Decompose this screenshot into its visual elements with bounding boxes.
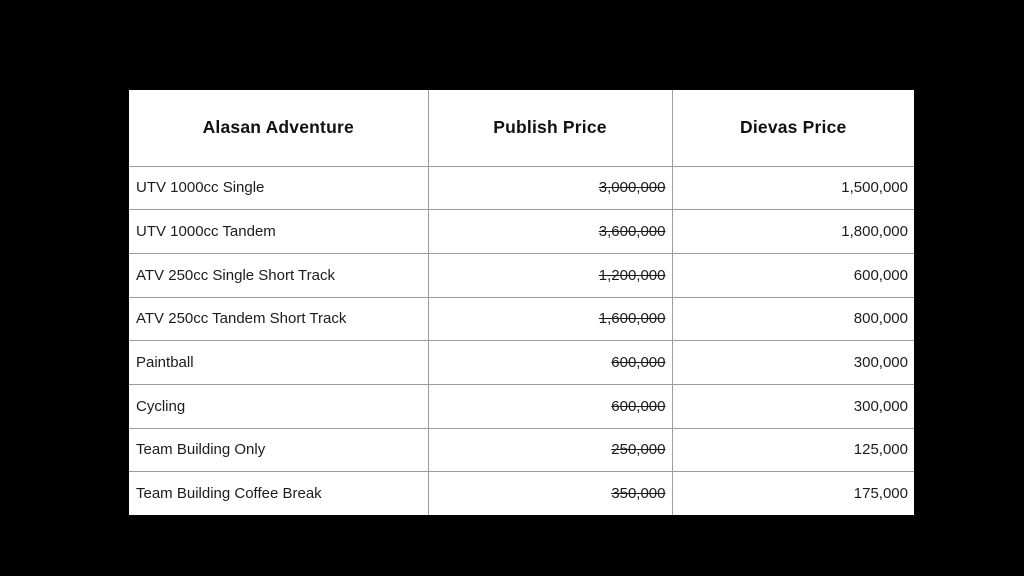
cell-activity-name: UTV 1000cc Single (128, 166, 428, 210)
pricing-table (127, 88, 916, 517)
header-row (128, 89, 915, 166)
table-row (128, 297, 915, 341)
cell-activity-name: Paintball (128, 341, 428, 385)
table-row (128, 341, 915, 385)
cell-dievas-price: 300,000 (672, 341, 915, 385)
cell-activity-name: ATV 250cc Single Short Track (128, 253, 428, 297)
table-row (128, 472, 915, 516)
table-body (128, 166, 915, 516)
cell-activity-name: Cycling (128, 384, 428, 428)
table-row (128, 210, 915, 254)
cell-publish-price: 3,600,000 (428, 210, 672, 254)
column-header-publish-price: Publish Price (428, 89, 672, 166)
cell-dievas-price: 300,000 (672, 384, 915, 428)
table-row (128, 166, 915, 210)
cell-publish-price: 250,000 (428, 428, 672, 472)
table-header (128, 89, 915, 166)
table-row (128, 253, 915, 297)
cell-dievas-price: 1,800,000 (672, 210, 915, 254)
table-row (128, 384, 915, 428)
cell-publish-price: 600,000 (428, 384, 672, 428)
cell-activity-name: Team Building Coffee Break (128, 472, 428, 516)
cell-dievas-price: 175,000 (672, 472, 915, 516)
cell-publish-price: 350,000 (428, 472, 672, 516)
cell-publish-price: 600,000 (428, 341, 672, 385)
cell-activity-name: UTV 1000cc Tandem (128, 210, 428, 254)
table-row (128, 428, 915, 472)
cell-dievas-price: 800,000 (672, 297, 915, 341)
cell-dievas-price: 600,000 (672, 253, 915, 297)
column-header-alasan-adventure: Alasan Adventure (128, 89, 428, 166)
cell-dievas-price: 1,500,000 (672, 166, 915, 210)
cell-activity-name: ATV 250cc Tandem Short Track (128, 297, 428, 341)
cell-publish-price: 1,600,000 (428, 297, 672, 341)
cell-publish-price: 1,200,000 (428, 253, 672, 297)
cell-dievas-price: 125,000 (672, 428, 915, 472)
cell-activity-name: Team Building Only (128, 428, 428, 472)
column-header-dievas-price: Dievas Price (672, 89, 915, 166)
cell-publish-price: 3,000,000 (428, 166, 672, 210)
